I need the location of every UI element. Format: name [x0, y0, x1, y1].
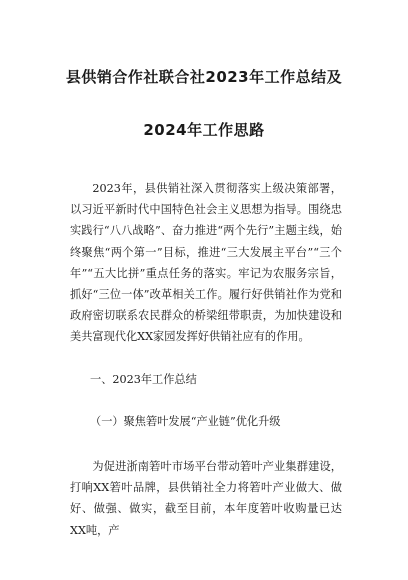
- document-title-line-1: 县供销合作社联合社2023年工作总结及: [65, 68, 343, 86]
- document-title-line-2: 2024年工作思路: [143, 121, 265, 139]
- intro-paragraph: 2023年，县供销社深入贯彻落实上级决策部署，以习近平新时代中国特色社会主义思想为指导。围绕忠实践行“八八战略”、奋力推进“两个先行”主题主线，始终聚焦“两个第一”目标，推进“三大发展主平台”“三个年”“五大比拼”重点任务的落实。牢记为农服务宗旨，抓好“三位一体”改革相关工作。履行好供销社作为党和政府密切联系农民群众的桥梁纽带职责，为加快建设和美共富现代化XX家园发挥好供销社应有的作用。: [70, 182, 342, 344]
- subsection-heading: （一）聚焦箬叶发展“产业链”优化升级: [90, 415, 281, 428]
- section-heading: 一、2023年工作总结: [90, 373, 197, 386]
- body-paragraph: 为促进浙南箬叶市场平台带动箬叶产业集群建设，打响XX箬叶品牌，县供销社全力将箬叶产业做大、做好、做强、做实，截至目前，本年度箬叶收购量已达XX吨，产: [70, 460, 342, 537]
